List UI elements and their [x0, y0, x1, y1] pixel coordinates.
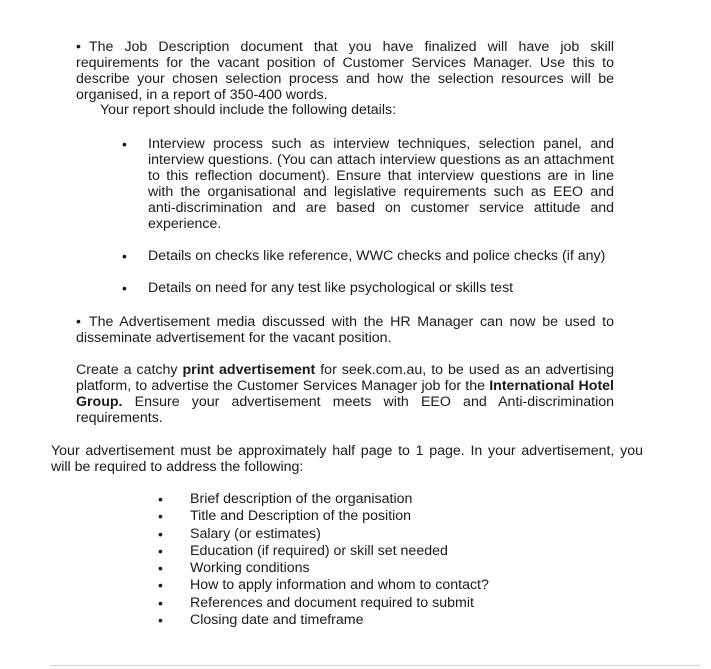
list-item: • Salary (or estimates)	[158, 525, 321, 542]
bullet-icon: •	[158, 560, 163, 577]
bullet-icon: •	[158, 525, 163, 542]
bullet-icon: •	[158, 491, 163, 507]
page-divider	[50, 665, 700, 666]
job-description-paragraph	[76, 38, 614, 103]
bullet-icon: •	[76, 313, 81, 329]
bullet-icon: •	[122, 280, 127, 296]
bullet-icon: •	[158, 542, 163, 559]
detail-checks: Details on checks like reference, WWC checks and police checks (if any)	[148, 248, 606, 264]
print-advertisement-emphasis: print advertisement	[182, 362, 316, 378]
advertisement-media-text: The Advertisement media discussed with the HR Manager can now be used to disseminate advertisement for the vacant position.	[76, 314, 614, 346]
list-item: • Brief description of the organisation	[158, 491, 413, 507]
create-advertisement-paragraph: Create a catchy print advertisement for seek.com.au, to be used as an advertising platform, to advertise the Customer Services Manager job for the International Hotel Group. Ensure your advertisement meets with EEO and Anti-discrimination requirements.	[76, 362, 614, 426]
list-item: • Working conditions	[158, 560, 310, 577]
bullet-icon: •	[122, 248, 127, 264]
list-item: • References and document required to submit	[158, 594, 474, 611]
list-item: • Education (if required) or skill set needed	[158, 542, 448, 559]
report-lead: Your report should include the following details:	[100, 102, 397, 118]
list-item: • Closing date and timeframe	[158, 612, 364, 629]
advertisement-length-note: Your advertisement must be approximately half page to 1 page. In your advertisement, you will be required to address the following:	[51, 443, 643, 475]
detail-interview-process: Interview process such as interview techniques, selection panel, and interview questions. (You can attach interview questions as an attachment to this reflection document). Ensure that interview questions are in line with the organisational and legislative requirements such as EEO and anti-discrimination and are based on customer service attitude and experience.	[148, 136, 614, 232]
company-name-emphasis: International Hotel Group.	[76, 378, 614, 410]
bullet-icon: •	[122, 136, 127, 152]
bullet-icon: •	[76, 38, 81, 54]
advertisement-media-paragraph	[76, 313, 614, 346]
job-description-text: The Job Description document that you have finalized will have job skill requirements for the vacant position of Customer Services Manager. Use this to describe your chosen selection process and how the selection resources will be organised, in a report of 350-400 words.	[76, 39, 614, 103]
bullet-icon: •	[158, 612, 163, 629]
list-item: • Title and Description of the position	[158, 508, 412, 525]
detail-tests: Details on need for any test like psychological or skills test	[148, 280, 514, 296]
list-item: • How to apply information and whom to contact?	[158, 577, 489, 594]
bullet-icon: •	[158, 577, 163, 594]
bullet-icon: •	[158, 508, 163, 525]
advertisement-requirements-list	[158, 491, 558, 629]
bullet-icon: •	[158, 594, 163, 611]
